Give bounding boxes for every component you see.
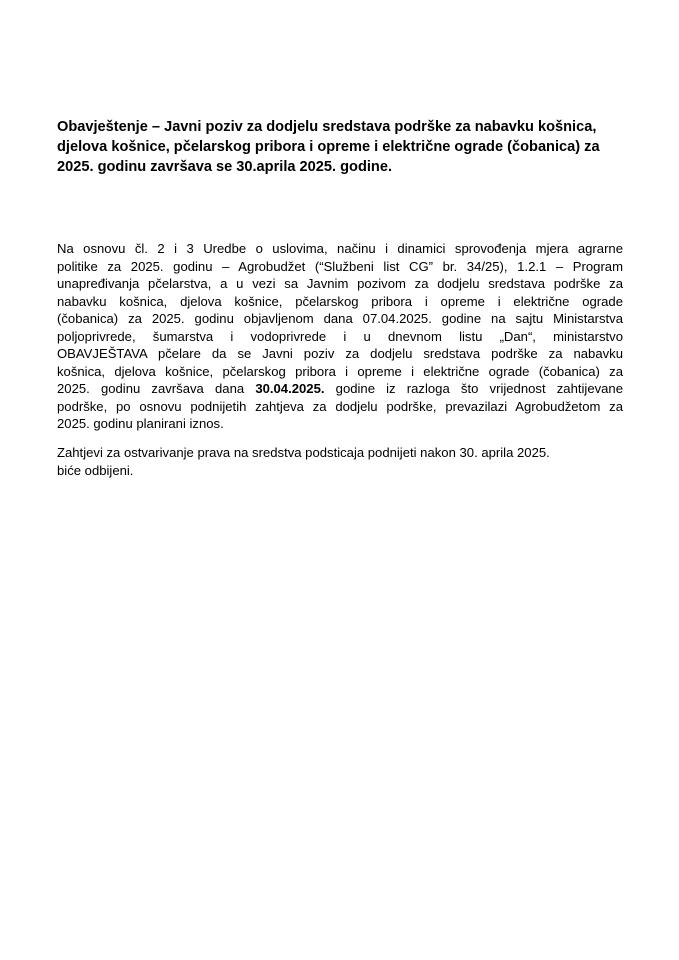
- deadline-date: 30.04.2025.: [255, 381, 325, 396]
- paragraph-line: 2025. godinu planirani iznos.: [57, 416, 224, 431]
- deadline-text-after: godine iz razloga što vrijednost zahtijevane: [324, 381, 623, 396]
- title-line: djelova košnice, pčelarskog pribora i opreme i električne ograde (čobanica) za: [57, 139, 600, 155]
- paragraph-line: politike za 2025. godinu – Agrobudžet (“Službeni list CG” br. 34/25), 1.2.1 – Program: [57, 258, 623, 274]
- paragraph-line: OBAVJEŠTAVA pčelare da se Javni poziv za dodjelu sredstava podrške za nabavku: [57, 346, 623, 361]
- paragraph-line: košnica, djelova košnice, pčelarskog pribora i opreme i električne ograde (čobanica) za: [57, 363, 623, 379]
- notice-paragraph-1: [57, 240, 623, 433]
- notice-paragraph-2: [57, 444, 623, 479]
- paragraph-line: podrške, po osnovu podnijetih zahtjeva za dodjelu podrške, prevazilazi Agrobudžetom za: [57, 398, 623, 414]
- paragraph-line: Na osnovu čl. 2 i 3 Uredbe o uslovima, načinu i dinamici sprovođenja mjera agrarne: [57, 241, 623, 256]
- paragraph-line: biće odbijeni.: [57, 462, 134, 478]
- title-line: 2025. godinu završava se 30.aprila 2025. godine.: [57, 159, 393, 175]
- notice-title: [57, 117, 617, 177]
- paragraph-line: nabavku košnica, djelova košnice, pčelarskog pribora i opreme i električne ograde: [57, 293, 623, 309]
- title-line: Obavještenje – Javni poziv za dodjelu sredstava podrške za nabavku košnica,: [57, 119, 597, 135]
- deadline-text-before: 2025. godinu završava dana: [57, 381, 256, 396]
- paragraph-line: (čobanica) za 2025. godinu objavljenom dana 07.04.2025. godine na sajtu Ministarstva: [57, 311, 623, 326]
- paragraph-line: Zahtjevi za ostvarivanje prava na sredstva podsticaja podnijeti nakon 30. aprila 2025.: [57, 445, 550, 460]
- paragraph-line-deadline: [57, 380, 623, 398]
- paragraph-line: poljoprivrede, šumarstva i vodoprivrede i u dnevnom listu „Dan“, ministarstvo: [57, 328, 623, 344]
- paragraph-line: unapređivanja pčelarstva, a u vezi sa Javnim pozivom za dodjelu sredstava podrške za: [57, 276, 623, 291]
